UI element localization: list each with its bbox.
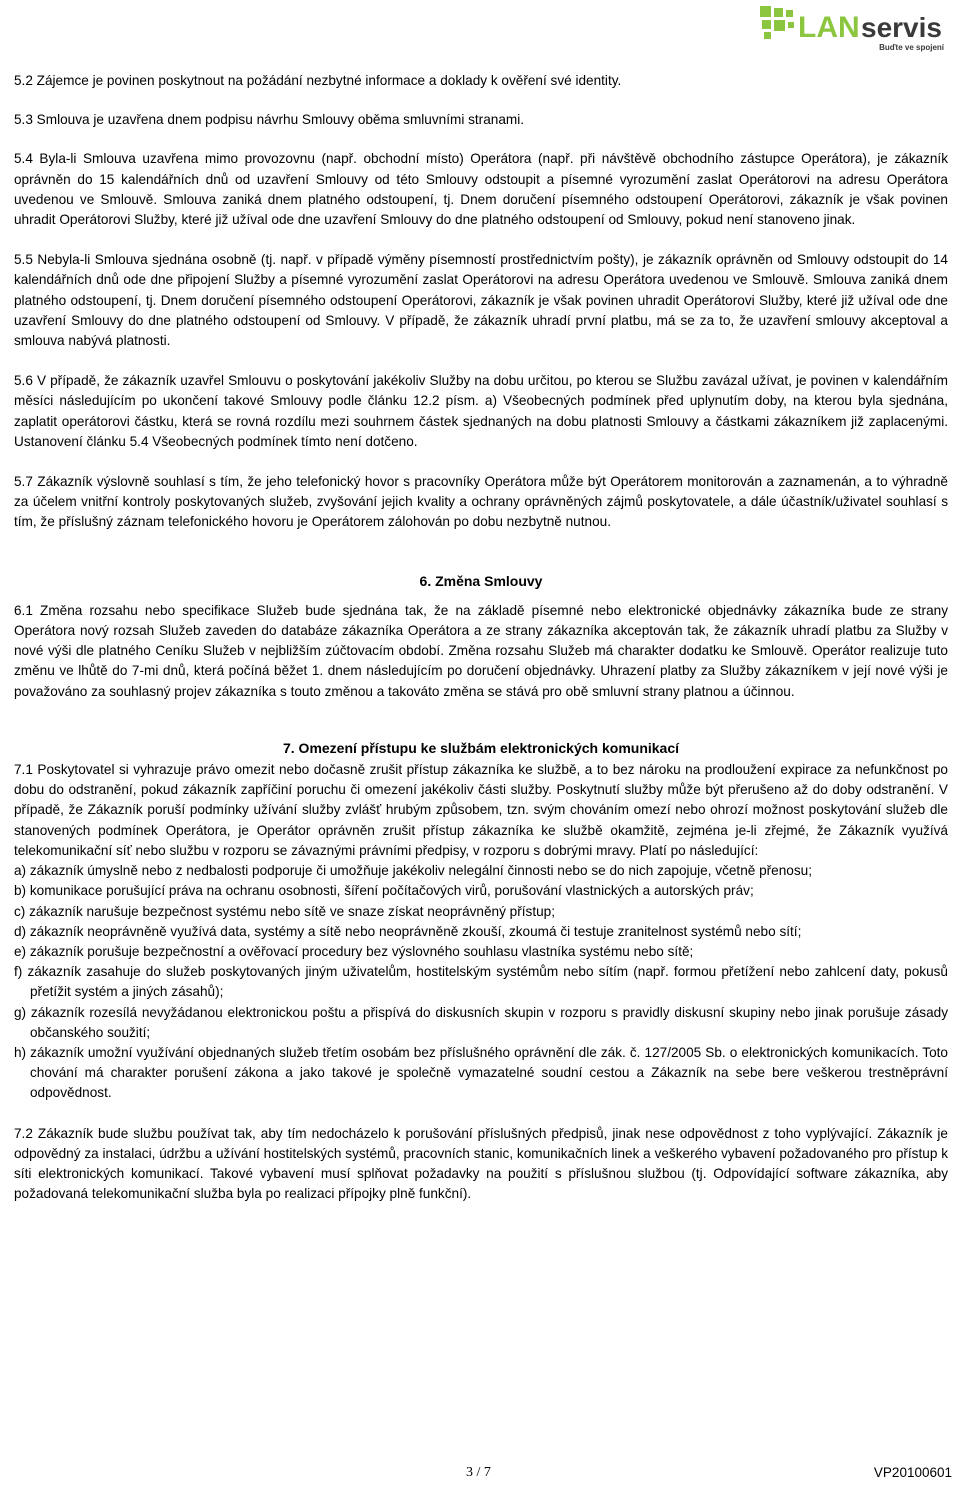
section-5-5: 5.5 Nebyla-li Smlouva sjednána osobně (tj. např. v případě výměny písemností prostřednictvím pošty), je zákazník oprávněn od Smlouvy odstoupit do 14 kalendářních dnů ode dne připojení Služby a písemné vyrozumění zaslat Operátorovi na adresu Operátora uvedenou ve Smlouvě. Smlouva zaniká dnem platného odstoupení, tj. Dnem doručení písemného odstoupení Operátorovi, zákazník je však povinen uhradit Operátorovi Služby, které již užíval ode dne uzavření Smlouvy do dne platného odstoupení od Smlouvy. V případě, že zákazník uhradí první platbu, má se za to, že uzavření smlouvy akceptoval a smlouva nabývá platnosti. [14,252,948,349]
list-item: b) komunikace porušující práva na ochranu osobnosti, šíření počítačových virů, porušování vlastnických a autorských práv; [14,883,754,899]
section-5-6: 5.6 V případě, že zákazník uzavřel Smlouvu o poskytování jakékoliv Služby na dobu určitou, po kterou se Službu zavázal užívat, je povinen v kalendářním měsíci následujícím po ukončení takové Smlouvy podle článku 12.2 písm. a) Všeobecných podmínek před uplynutím doby, na kterou byla sjednána, zaplatit operátorovi částku, která se rovná rozdílu mezi souhrnem částek sjednaných na dobu platnosti Smlouvy a částkami zákazníkem již zaplacenými. Ustanovení článku 5.4 Všeobecných podmínek tímto není dotčeno. [14,373,948,449]
logo-square [774,8,783,17]
page-number: 3 / 7 [466,1465,491,1480]
logo-square [762,20,771,29]
list-item: e) zákazník porušuje bezpečnostní a ověřovací procedury bez výslovného souhlasu vlastníka systému nebo sítě; [14,943,694,959]
section-5-7: 5.7 Zákazník výslovně souhlasí s tím, že jeho telefonický hovor s pracovníky Operátora může být Operátorem monitorován a zaznamenán, a to výhradně za účelem vnitřní kontroly poskytovaných služeb, zvyšování jejich kvality a ochrany oprávněných zájmů poskytovatele, a dále účastník/uživatel souhlasí s tím, že příslušný záznam telefonického hovoru je Operátorem zálohován po dobu nezbytně nutnou. [14,474,948,530]
logo-text-lan: LAN [798,11,860,44]
lanservis-logo [758,4,952,54]
list-item: f) zákazník zasahuje do služeb poskytovaných jiným uživatelům, hostitelským systémům nebo sítím (např. formou přetížení nebo zahlcení daty, pokusů přetížit systém a jiných zásahů); [14,964,948,1000]
logo-square [760,6,771,17]
logo-square [774,20,785,31]
heading-6: 6. Změna Smlouvy [419,572,543,589]
document-code: VP20100601 [873,1465,952,1480]
logo-square [788,22,794,28]
heading-7: 7. Omezení přístupu ke službám elektronických komunikací [282,739,680,756]
violation-list [14,861,948,1103]
list-item: g) zákazník rozesílá nevyžádanou elektronickou poštu a přispívá do diskusních skupin v rozporu s pravidly diskusní skupiny nebo jinak porušuje zásady občanského soužití; [14,1004,948,1040]
document-body [14,71,948,1204]
logo-text-servis: servis [861,12,942,43]
section-6-1: 6.1 Změna rozsahu nebo specifikace Služeb bude sjednána tak, že na základě písemné nebo elektronické objednávky zákazníka bude ze strany Operátora nový rozsah Služeb zaveden do databáze zákazníka Operátora a ze strany zákazníka akceptován tak, že zákazník uhradí platbu za Služby v nové výši dle platného Ceníku Služeb v nejbližším zúčtovacím období. Změna rozsahu Služeb má charakter dodatku ke Smlouvě. Operátor realizuje tuto změnu ve lhůtě do 7-mi dnů, která počíná běžet 1. dnem následujícím po doručení objednávky. Uhrazení platby za Služby zákazníkem v její nové výši je považováno za souhlasný projev zákazníka s touto změnou a takováto změna se stává pro obě smluvní strany platnou a účinnou. [14,602,948,699]
logo-tagline: Buďte ve spojení [879,43,944,52]
list-item: d) zákazník neoprávněně využívá data, systémy a sítě nebo neoprávněně zkouší, zkoumá či testuje zranitelnost systémů nebo sítí; [14,923,802,939]
list-item: c) zákazník narušuje bezpečnost systému nebo sítě ve snaze získat neoprávněný přístup; [14,903,556,919]
logo-graphic [758,4,952,54]
section-7-1: 7.1 Poskytovatel si vyhrazuje právo omezit nebo dočasně zrušit přístup zákazníka ke službě, a to bez nároku na prodloužení expirace za nefunkčnost po dobu do odstranění, pokud zákazník zapříčiní poruchu či omezení jakékoliv části služby. Poskytnutí služby může být přerušeno až do doby odstranění. V případě, že Zákazník poruší podmínky užívání služby zvlášť hrubým způsobem, tzn. svým chováním omezí nebo ohrozí možnost poskytování služeb dle stanovených podmínek Operátora, je Operátor oprávněn zrušit přístup zákazníka ke službě okamžitě, zejména je-li zřejmé, že Zákazník využívá telekomunikační síť nebo službu v rozporu se závaznými právními předpisy, v rozporu s dobrými mravy. Platí po následující: [14,762,948,858]
section-5-4: 5.4 Byla-li Smlouva uzavřena mimo provozovnu (např. obchodní místo) Operátora (např. při návštěvě obchodního zástupce Operátora), je zákazník oprávněn do 15 kalendářních dnů od uzavření Smlouvy od této Smlouvy odstoupit a písemné vyrozumění zaslat Operátorovi na adresu Operátora uvedenou ve Smlouvě. Smlouva zaniká dnem platného odstoupení, tj. Dnem doručení písemného odstoupení Operátorovi, zákazník je však povinen uhradit Operátorovi Služby, které již užíval ode dne uzavření Smlouvy do dne platného odstoupení od Smlouvy, pokud není stanoveno jinak. [14,151,948,228]
section-7-2: 7.2 Zákazník bude službu používat tak, aby tím nedocházelo k porušování příslušných předpisů, jinak nese odpovědnost z toho vyplývající. Zákazník je odpovědný za instalaci, údržbu a užívání hostitelských systémů, pracovních stanic, komunikačních linek a veškerého vybavení požadovaného pro přístup k síti elektronických komunikací. Takové vybavení musí splňovat požadavky na použití s příslušnou službou (tj. Odpovídající software zákazníka, aby požadovaná telekomunikační služba byla po realizaci přípojky plně funkční). [14,1125,948,1202]
section-5-3: 5.3 Smlouva je uzavřena dnem podpisu návrhu Smlouvy oběma smluvními stranami. [14,112,525,128]
list-item: h) zákazník umožní využívání objednaných služeb třetím osobám bez příslušného oprávnění dle zák. č. 127/2005 Sb. o elektronických komunikacích. Toto chování má charakter porušení zákona a jako takové je společně vymazatelné soudní cestou a Zákazník na sebe bere veškerou trestněprávní odpovědnost. [14,1044,948,1101]
logo-square [764,32,771,39]
list-item: a) zákazník úmyslně nebo z nedbalosti podporuje či umožňuje jakékoliv nelegální činnosti nebo se do nich zapojuje, včetně přenosu; [14,863,812,879]
section-5-2: 5.2 Zájemce je povinen poskytnout na požádání nezbytné informace a doklady k ověření své identity. [14,73,622,88]
logo-square [786,10,793,17]
